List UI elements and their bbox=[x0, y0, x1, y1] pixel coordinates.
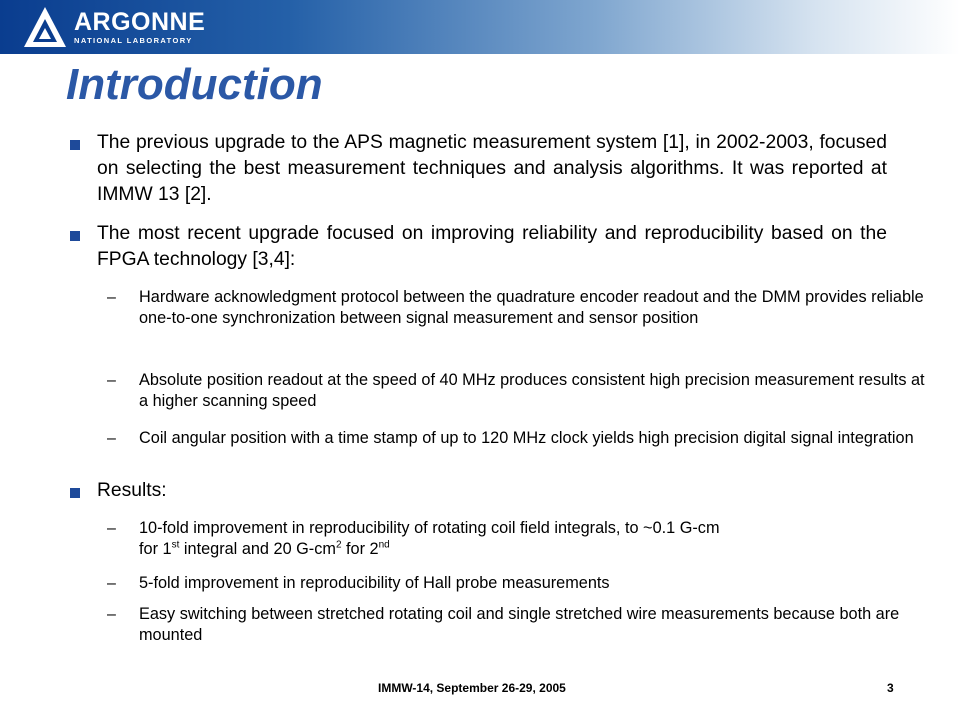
logo-name: ARGONNE bbox=[74, 7, 206, 36]
sub-bullet-dash: – bbox=[107, 606, 116, 623]
bullet-text-2: The most recent upgrade focused on improving reliability and reproducibility based on the FPGA technology [3,4]: bbox=[97, 223, 887, 270]
header-banner bbox=[0, 0, 960, 54]
sub-bullet-2-1: Hardware acknowledgment protocol between the quadrature encoder readout and the DMM provides reliable one-to-one synchronization between signal measurement and sensor position bbox=[139, 288, 924, 327]
argonne-logo bbox=[22, 4, 205, 50]
superscript-st: st bbox=[171, 539, 180, 551]
bullet-marker bbox=[70, 140, 80, 150]
superscript-nd: nd bbox=[378, 539, 390, 551]
bullet-text-3: Results: bbox=[97, 480, 167, 501]
bullet-text-1: The previous upgrade to the APS magnetic measurement system [1], in 2002-2003, focused on selecting the best measurement techniques and analysis algorithms. It was reported at IMMW 13 [2]. bbox=[97, 132, 887, 205]
slide-title: Introduction bbox=[66, 60, 323, 109]
bullet-marker bbox=[70, 231, 80, 241]
sub-bullet-3-1 bbox=[139, 518, 929, 560]
sub-bullet-dash: – bbox=[107, 289, 116, 306]
bullet-marker bbox=[70, 488, 80, 498]
footer-text: IMMW-14, September 26-29, 2005 bbox=[378, 681, 566, 695]
sub-bullet-dash: – bbox=[107, 430, 116, 447]
logo-subtitle: NATIONAL LABORATORY bbox=[74, 35, 193, 45]
sub-bullet-2-2: Absolute position readout at the speed of 40 MHz produces consistent high precision measurement results at a higher scanning speed bbox=[139, 371, 925, 410]
page-number: 3 bbox=[887, 681, 894, 695]
sub-bullet-3-2: 5-fold improvement in reproducibility of Hall probe measurements bbox=[139, 574, 610, 592]
sub-bullet-3-1-part-a: for 1 bbox=[139, 540, 172, 558]
sub-bullet-3-1-line1: 10-fold improvement in reproducibility of rotating coil field integrals, to ~0.1 G-cm bbox=[139, 519, 720, 537]
sub-bullet-3-1-part-b: integral and 20 G-cm bbox=[179, 540, 336, 558]
sub-bullet-dash: – bbox=[107, 575, 116, 592]
sub-bullet-3-1-part-c: for 2 bbox=[341, 540, 379, 558]
argonne-triangle-logo-icon bbox=[22, 4, 68, 50]
superscript-2: 2 bbox=[335, 539, 342, 551]
sub-bullet-3-3: Easy switching between stretched rotating coil and single stretched wire measurements because both are mounted bbox=[139, 605, 900, 644]
sub-bullet-dash: – bbox=[107, 520, 116, 537]
sub-bullet-2-3: Coil angular position with a time stamp of up to 120 MHz clock yields high precision digital signal integration bbox=[139, 429, 914, 447]
sub-bullet-dash: – bbox=[107, 372, 116, 389]
